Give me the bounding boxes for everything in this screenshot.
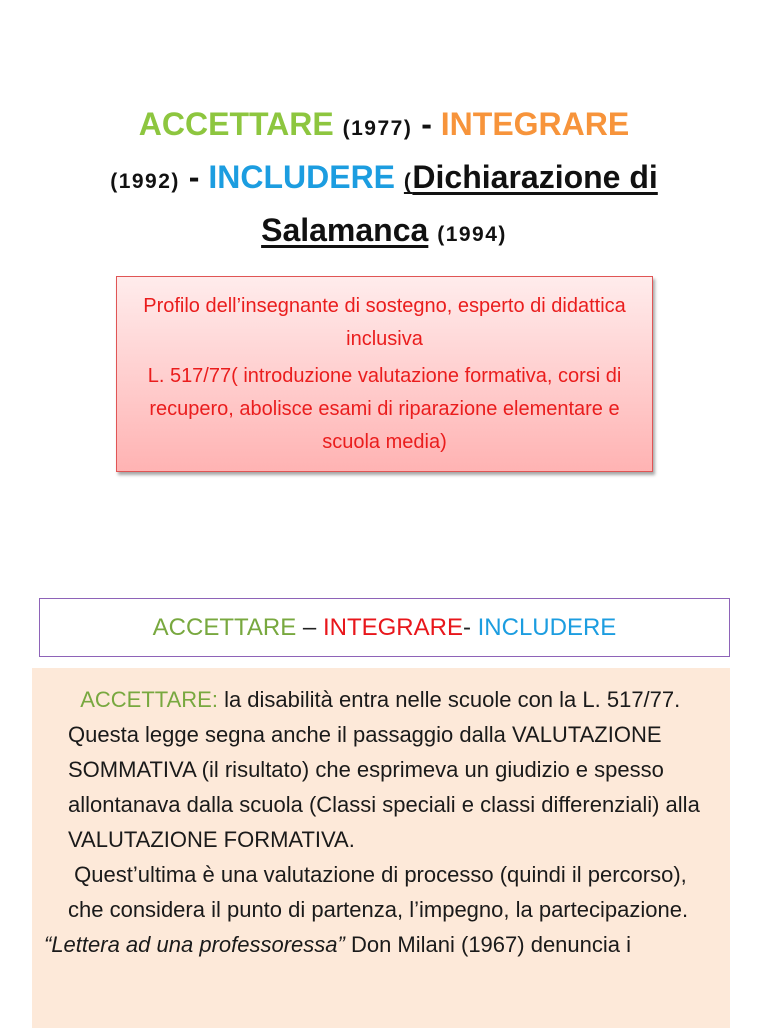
title-year-1977: (1977) xyxy=(342,117,413,140)
title-includere: INCLUDERE xyxy=(208,159,396,195)
title-separator: - xyxy=(412,106,441,142)
summary-box xyxy=(116,276,653,472)
paragraph-lettera xyxy=(44,927,710,962)
paragraph-text: Quest’ultima è una valutazione di processo (quindi il percorso), che considera il punto di partenza, l’impegno, la partecipazione. xyxy=(68,862,689,922)
header-dash: – xyxy=(296,613,323,641)
paragraph-label-accettare: ACCETTARE: xyxy=(80,687,218,712)
paragraph-accettare xyxy=(68,682,710,857)
title-open-paren: ( xyxy=(403,170,413,193)
book-title: “Lettera ad una professoressa” xyxy=(44,932,345,957)
section-header xyxy=(39,598,730,657)
page-title xyxy=(40,100,728,259)
title-year-1992: (1992) xyxy=(110,170,180,193)
title-salamanca: Salamanca xyxy=(261,212,429,248)
header-integrare: INTEGRARE xyxy=(322,613,463,641)
header-accettare: ACCETTARE xyxy=(152,613,297,641)
title-separator: - xyxy=(179,159,209,195)
header-includere: INCLUDERE xyxy=(477,613,617,641)
summary-line-profile: Profilo dell’insegnante di sostegno, esperto di didattica inclusiva xyxy=(143,294,626,350)
title-year-1994: (1994) xyxy=(437,223,507,246)
paragraph-valutazione-formativa xyxy=(68,857,710,927)
header-dash: - xyxy=(462,613,478,641)
summary-line-law: L. 517/77( introduzione valutazione formativa, corsi di recupero, abolisce esami di riparazione elementare e scuola media) xyxy=(147,364,622,453)
paragraph-text: la disabilità entra nelle scuole con la L. 517/77. Questa legge segna anche il passaggio dalla VALUTAZIONE SOMMATIVA (il risultato) che esprimeva un giudizio e spesso allontanava dalla scuola (Classi speciali e classi differenziali) alla VALUTAZIONE FORMATIVA. xyxy=(68,687,700,852)
title-dichiarazione: Dichiarazione di xyxy=(412,159,658,195)
body-text-panel xyxy=(32,668,730,1028)
title-integrare: INTEGRARE xyxy=(440,106,630,142)
title-accettare: ACCETTARE xyxy=(138,106,334,142)
paragraph-text: Don Milani (1967) denuncia i xyxy=(344,932,632,957)
